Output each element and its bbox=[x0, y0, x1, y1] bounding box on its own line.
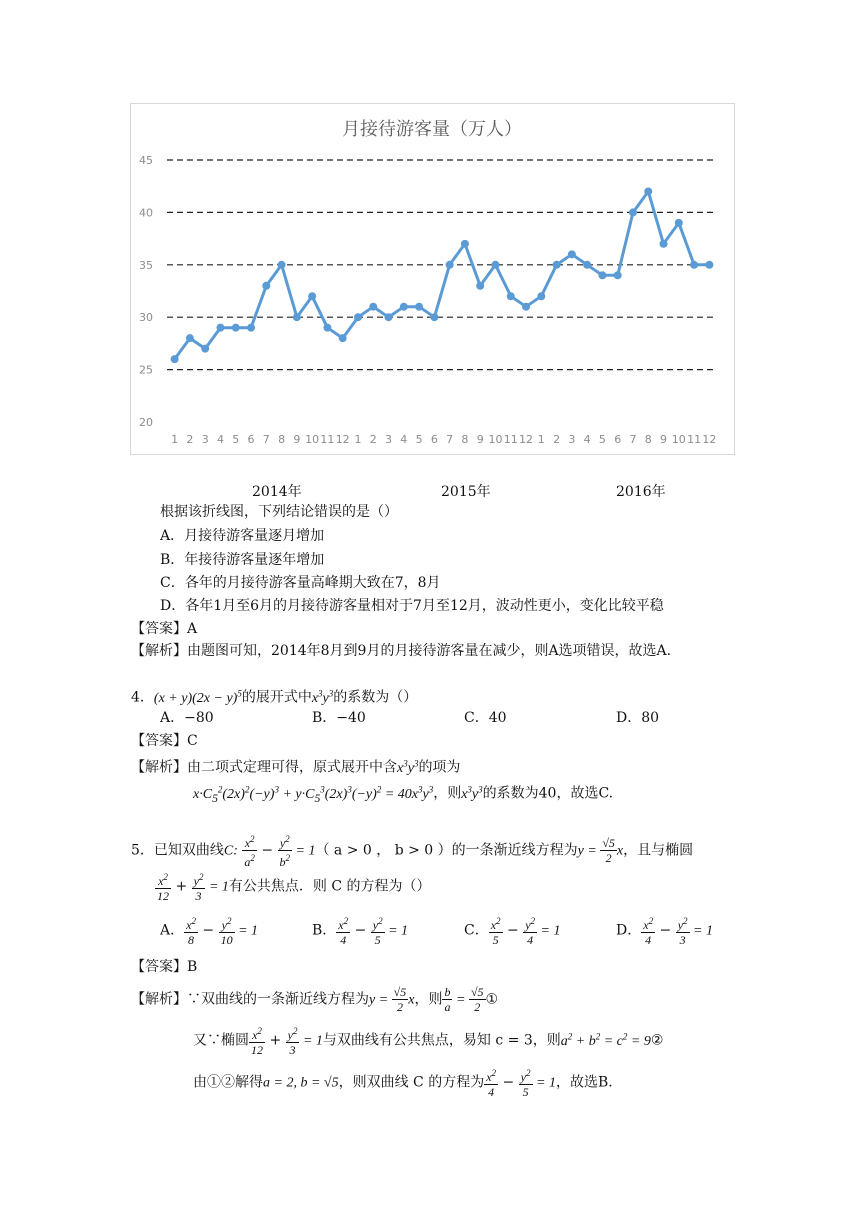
data-point bbox=[491, 261, 499, 269]
data-point bbox=[262, 282, 270, 290]
series-line bbox=[175, 191, 710, 359]
q5-stem-line1: 5．已知双曲线C: $\frac{x^2}{a^2}$ − $\frac{y^2}{b^2}$ = 1（ a > 0 ， b > 0 ）的一条渐近线方程为y = $\frac{√5}{2}$ x，且与椭圆 bbox=[131, 834, 694, 869]
q5-option-c: C． $\frac{x^2}{5}$ − $\frac{y^2}{4}$ = 1 bbox=[464, 916, 561, 947]
q4-stem bbox=[131, 683, 417, 709]
q5-analysis-line1: 【解析】∵双曲线的一条渐近线方程为y = $\frac{√5}{2}$ x，则 $\frac{b}{a}$ = $\frac{√5}{2}$ ① bbox=[131, 985, 499, 1014]
data-point bbox=[278, 261, 286, 269]
q5-option-a: A． $\frac{x^2}{8}$ − $\frac{y^2}{10}$ = 1 bbox=[160, 916, 259, 947]
data-point bbox=[247, 324, 255, 332]
q5-answer: 【答案】B bbox=[131, 959, 198, 975]
data-point bbox=[308, 292, 316, 300]
data-point bbox=[568, 250, 576, 258]
year-label-2014: 2014年 bbox=[252, 484, 302, 500]
q4-number: 4． bbox=[131, 689, 154, 706]
q4-analysis-line1: 【解析】由二项式定理可得，原式展开中含$x^3y^3$的项为 bbox=[131, 758, 461, 776]
q4-term: $x^3y^3$ bbox=[311, 688, 334, 706]
y-tick-label: 25 bbox=[139, 363, 153, 377]
x-tick-label: 9 bbox=[293, 433, 301, 446]
q3-option-a: A．月接待游客量逐月增加 bbox=[160, 528, 325, 544]
x-tick-label: 12 bbox=[519, 433, 534, 446]
data-point bbox=[660, 240, 668, 248]
q3-option-c: C．各年的月接待游客量高峰期大致在7，8月 bbox=[160, 575, 441, 591]
q5-stem-line2: $\frac{x^2}{12}$ + $\frac{y^2}{3}$ = 1有公共焦点．则 C 的方程为（） bbox=[157, 872, 431, 903]
y-tick-label: 30 bbox=[139, 311, 153, 325]
x-tick-label: 2 bbox=[369, 433, 377, 446]
q4-stem-tail: 的展开式中 bbox=[241, 689, 312, 706]
x-tick-label: 11 bbox=[687, 433, 702, 446]
chart-title: 月接待游客量（万人） bbox=[342, 119, 522, 140]
x-tick-label: 4 bbox=[400, 433, 408, 446]
q3-answer: 【答案】A bbox=[131, 621, 198, 637]
data-point bbox=[354, 313, 362, 321]
data-point bbox=[629, 208, 637, 216]
x-tick-label: 2 bbox=[553, 433, 561, 446]
x-tick-label: 1 bbox=[354, 433, 362, 446]
x-tick-label: 8 bbox=[461, 433, 469, 446]
data-point bbox=[293, 313, 301, 321]
x-tick-label: 6 bbox=[614, 433, 622, 446]
x-tick-label: 10 bbox=[305, 433, 320, 446]
data-point bbox=[171, 355, 179, 363]
x-tick-label: 3 bbox=[201, 433, 209, 446]
data-point bbox=[522, 303, 530, 311]
q5-analysis-line3: 由①②解得a = 2, b = √5，则双曲线 C 的方程为 $\frac{x^2}{4}$ − $\frac{y^2}{5}$ = 1，故选B. bbox=[193, 1068, 613, 1099]
q3-option-d: D．各年1月至6月的月接待游客量相对于7月至12月，波动性更小，变化比较平稳 bbox=[160, 598, 664, 614]
data-point bbox=[400, 303, 408, 311]
q4-stem-end: 的系数为（） bbox=[333, 689, 418, 706]
q3-option-b: B．年接待游客量逐年增加 bbox=[160, 552, 325, 568]
data-point bbox=[675, 219, 683, 227]
x-tick-label: 6 bbox=[430, 433, 438, 446]
y-tick-label: 40 bbox=[139, 206, 153, 220]
chart-frame bbox=[130, 103, 735, 455]
q3-stem: 根据该折线图，下列结论错误的是（） bbox=[160, 504, 398, 520]
data-point bbox=[369, 303, 377, 311]
data-point bbox=[186, 334, 194, 342]
data-point bbox=[201, 345, 209, 353]
data-point bbox=[583, 261, 591, 269]
data-point bbox=[415, 303, 423, 311]
q4-option-b: B．−40 bbox=[312, 710, 366, 726]
q4-expression: $(x + y)(2x - y)^5$ bbox=[153, 688, 242, 706]
q4-option-d: D．80 bbox=[616, 710, 660, 726]
data-point bbox=[461, 240, 469, 248]
x-tick-label: 5 bbox=[232, 433, 240, 446]
q4-option-c: C．40 bbox=[464, 710, 507, 726]
q4-expansion: $x\cdot C_5^2(2x)^2(-y)^3 + y\cdot C_5^3(2x)^3(-y)^2 = 40x^3y^3$ bbox=[193, 784, 434, 805]
x-tick-label: 7 bbox=[446, 433, 454, 446]
data-point bbox=[553, 261, 561, 269]
data-point bbox=[537, 292, 545, 300]
x-tick-label: 9 bbox=[476, 433, 484, 446]
x-tick-label: 3 bbox=[568, 433, 576, 446]
x-tick-label: 8 bbox=[644, 433, 652, 446]
y-tick-label: 35 bbox=[139, 258, 153, 272]
q4-analysis-line2: $x\cdot C_5^2(2x)^2(-y)^3 + y\cdot C_5^3(2x)^3(-y)^2 = 40x^3y^3$，则$x^3y^3$的系数为40，故选C. bbox=[193, 784, 614, 805]
x-tick-label: 4 bbox=[216, 433, 224, 446]
y-tick-label: 45 bbox=[139, 154, 153, 167]
q5-option-d: D． $\frac{x^2}{4}$ − $\frac{y^2}{3}$ = 1 bbox=[616, 916, 713, 947]
x-tick-label: 11 bbox=[503, 433, 518, 446]
x-tick-label: 2 bbox=[186, 433, 194, 446]
x-tick-label: 3 bbox=[385, 433, 393, 446]
q4-answer: 【答案】C bbox=[131, 733, 198, 749]
data-point bbox=[323, 324, 331, 332]
data-point bbox=[216, 324, 224, 332]
q5-option-b: B． $\frac{x^2}{4}$ − $\frac{y^2}{5}$ = 1 bbox=[312, 916, 409, 947]
x-tick-label: 12 bbox=[335, 433, 350, 446]
y-tick-label: 20 bbox=[139, 416, 153, 429]
data-point bbox=[339, 334, 347, 342]
q5-analysis-line2: 又∵椭圆 $\frac{x^2}{12}$ + $\frac{y^2}{3}$ = 1与双曲线有公共焦点，易知 c = 3，则$a^2 + b^2 = c^2$ = 9② bbox=[193, 1026, 664, 1057]
year-label-2016: 2016年 bbox=[616, 484, 666, 500]
x-tick-label: 11 bbox=[320, 433, 335, 446]
data-point bbox=[385, 313, 393, 321]
x-tick-label: 9 bbox=[660, 433, 668, 446]
line-chart bbox=[131, 104, 734, 454]
data-point bbox=[446, 261, 454, 269]
x-tick-label: 7 bbox=[262, 433, 270, 446]
x-tick-label: 8 bbox=[278, 433, 286, 446]
x-tick-label: 5 bbox=[415, 433, 423, 446]
x-tick-label: 1 bbox=[537, 433, 545, 446]
data-point bbox=[430, 313, 438, 321]
x-tick-label: 12 bbox=[702, 433, 717, 446]
x-tick-label: 7 bbox=[629, 433, 637, 446]
data-point bbox=[644, 187, 652, 195]
x-tick-label: 10 bbox=[671, 433, 686, 446]
data-point bbox=[705, 261, 713, 269]
q3-analysis: 【解析】由题图可知，2014年8月到9月的月接待游客量在减少，则A选项错误，故选A. bbox=[131, 643, 672, 659]
x-tick-label: 1 bbox=[171, 433, 179, 446]
data-point bbox=[476, 282, 484, 290]
data-point bbox=[232, 324, 240, 332]
x-tick-label: 5 bbox=[598, 433, 606, 446]
data-point bbox=[690, 261, 698, 269]
data-point bbox=[614, 271, 622, 279]
year-label-2015: 2015年 bbox=[441, 484, 491, 500]
data-point bbox=[598, 271, 606, 279]
data-point bbox=[507, 292, 515, 300]
q4-option-a: A．−80 bbox=[160, 710, 214, 726]
x-tick-label: 10 bbox=[488, 433, 503, 446]
x-tick-label: 4 bbox=[583, 433, 591, 446]
x-tick-label: 6 bbox=[247, 433, 255, 446]
